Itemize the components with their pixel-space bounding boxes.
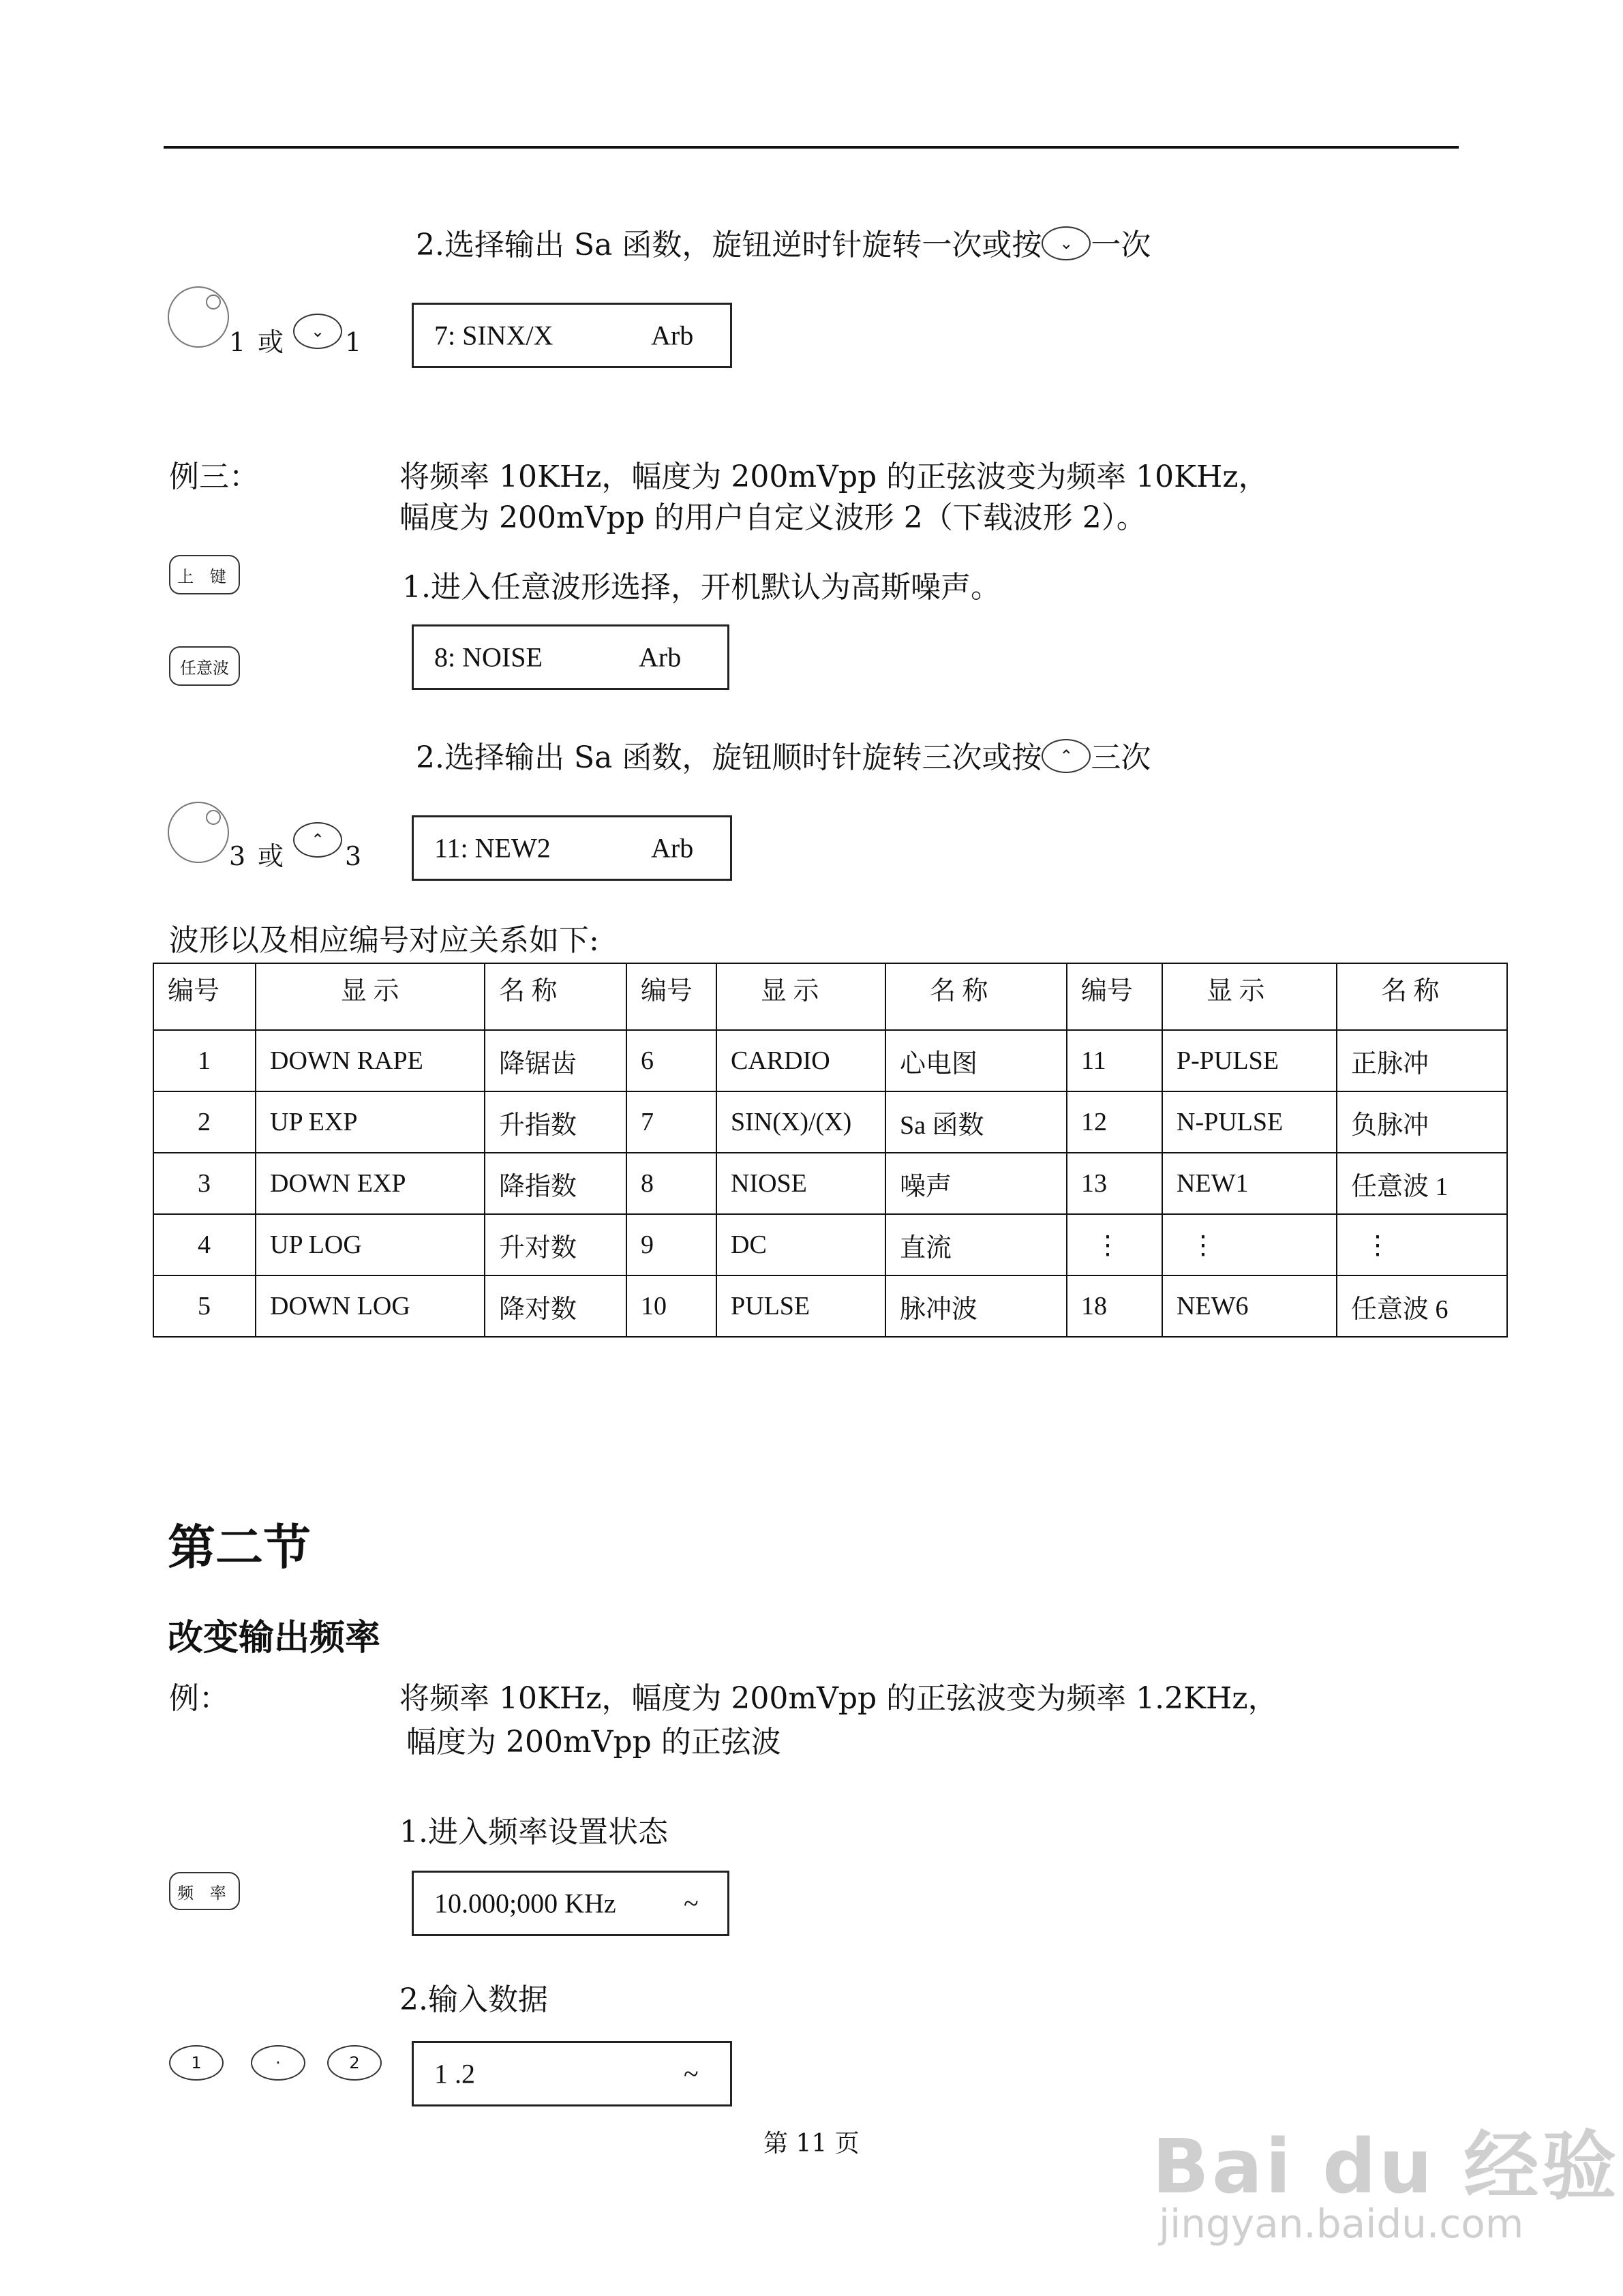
table-caption: 波形以及相应编号对应关系如下:	[169, 923, 599, 958]
lcd-display-freq: 10.000;000 KHz ~	[412, 1871, 729, 1936]
table-cell: 任意波 6	[1337, 1275, 1507, 1337]
header-cell: 显 示	[1162, 963, 1337, 1030]
example3-line2: 幅度为 200mVpp 的用户自定义波形 2（下载波形 2）。	[399, 500, 1147, 535]
table-cell: 心电图	[885, 1030, 1067, 1091]
table-cell: 8	[626, 1153, 716, 1214]
table-cell: 2	[153, 1091, 256, 1153]
table-cell: NEW6	[1162, 1275, 1337, 1337]
table-cell: DC	[716, 1214, 885, 1275]
table-cell: 升指数	[485, 1091, 626, 1153]
baidu-watermark-url: jingyan.baidu.com	[1159, 2201, 1524, 2247]
header-cell: 编号	[153, 963, 256, 1030]
table-cell: 11	[1067, 1030, 1162, 1091]
lcd-display-new2: 11: NEW2 Arb	[412, 815, 732, 881]
table-cell: SIN(X)/(X)	[716, 1091, 885, 1153]
down-key-inline: ⌄	[1042, 226, 1091, 260]
section-subtitle: 改变输出频率	[168, 1618, 381, 1659]
up-key-button[interactable]: 上 键	[169, 555, 240, 594]
or-text-2: 或	[258, 841, 284, 871]
table-cell: P-PULSE	[1162, 1030, 1337, 1091]
table-header-row	[153, 963, 1507, 1030]
table-cell: 噪声	[885, 1153, 1067, 1214]
table-row	[153, 1275, 1507, 1337]
down-key[interactable]: ⌄	[293, 314, 342, 349]
table-cell: DOWN RAPE	[256, 1030, 485, 1091]
step1-arb-text: 1.进入任意波形选择，开机默认为高斯噪声。	[402, 570, 1001, 605]
table-cell: Sa 函数	[885, 1091, 1067, 1153]
table-cell: 18	[1067, 1275, 1162, 1337]
table-cell: 降对数	[485, 1275, 626, 1337]
lcd-display-input: 1 .2 ~	[412, 2041, 732, 2106]
table-cell: 负脉冲	[1337, 1091, 1507, 1153]
table-cell: NIOSE	[716, 1153, 885, 1214]
table-cell: 1	[153, 1030, 256, 1091]
or-text: 或	[258, 327, 284, 357]
header-cell: 名 称	[885, 963, 1067, 1030]
section-title: 第二节	[168, 1520, 311, 1575]
table-cell: 升对数	[485, 1214, 626, 1275]
table-cell: DOWN EXP	[256, 1153, 485, 1214]
key-1-button[interactable]: 1	[169, 2045, 224, 2081]
waveform-table	[153, 963, 1508, 1338]
down-count: 1	[345, 327, 362, 357]
lcd-display-sinx: 7: SINX/X Arb	[412, 303, 732, 368]
table-cell: NEW1	[1162, 1153, 1337, 1214]
header-cell: 编号	[626, 963, 716, 1030]
table-row	[153, 1153, 1507, 1214]
table-cell: 脉冲波	[885, 1275, 1067, 1337]
step1-freq-text: 1.进入频率设置状态	[399, 1815, 668, 1849]
table-cell: 9	[626, 1214, 716, 1275]
table-row	[153, 1091, 1507, 1153]
knob-count-2: 3	[229, 841, 246, 871]
knob-icon	[168, 286, 229, 348]
step2-ccw-text: 2.选择输出 Sa 函数，旋钮逆时针旋转一次或按 ⌄ 一次	[416, 226, 1151, 265]
table-cell: 降指数	[485, 1153, 626, 1214]
table-cell: 12	[1067, 1091, 1162, 1153]
table-cell: DOWN LOG	[256, 1275, 485, 1337]
table-cell: 降锯齿	[485, 1030, 626, 1091]
header-cell: 显 示	[256, 963, 485, 1030]
table-cell: 5	[153, 1275, 256, 1337]
baidu-watermark-logo: Bai du 经验	[1152, 2123, 1620, 2210]
up-count: 3	[345, 841, 362, 871]
key-2-button[interactable]: 2	[327, 2045, 382, 2081]
table-cell: ⋮	[1337, 1214, 1507, 1275]
table-cell: 13	[1067, 1153, 1162, 1214]
table-cell: UP EXP	[256, 1091, 485, 1153]
table-cell: UP LOG	[256, 1214, 485, 1275]
up-key[interactable]: ⌃	[293, 822, 342, 858]
table-cell: 4	[153, 1214, 256, 1275]
example3-label: 例三：	[169, 459, 259, 494]
table-row	[153, 1214, 1507, 1275]
up-key-inline: ⌃	[1042, 739, 1091, 773]
table-cell: ⋮	[1162, 1214, 1337, 1275]
table-row	[153, 1030, 1507, 1091]
arb-key-button[interactable]: 任意波	[169, 646, 240, 686]
header-cell: 显 示	[716, 963, 885, 1030]
table-cell: 10	[626, 1275, 716, 1337]
table-cell: 7	[626, 1091, 716, 1153]
example3-line1: 将频率 10KHz，幅度为 200mVpp 的正弦波变为频率 10KHz，	[399, 459, 1269, 494]
knob-count: 1	[229, 327, 246, 357]
header-cell: 名 称	[485, 963, 626, 1030]
freq-key-button[interactable]: 频 率	[169, 1872, 240, 1910]
header-cell: 编号	[1067, 963, 1162, 1030]
table-cell: PULSE	[716, 1275, 885, 1337]
page-number: 第 11 页	[763, 2130, 860, 2158]
lcd-display-noise: 8: NOISE Arb	[412, 624, 729, 690]
header-rule	[164, 146, 1459, 149]
table-cell: ⋮	[1067, 1214, 1162, 1275]
table-cell: N-PULSE	[1162, 1091, 1337, 1153]
table-cell: 任意波 1	[1337, 1153, 1507, 1214]
table-cell: CARDIO	[716, 1030, 885, 1091]
step2-cw-text: 2.选择输出 Sa 函数，旋钮顺时针旋转三次或按 ⌃ 三次	[416, 739, 1151, 777]
example-line1: 将频率 10KHz，幅度为 200mVpp 的正弦波变为频率 1.2KHz，	[399, 1681, 1278, 1716]
example-line2: 幅度为 200mVpp 的正弦波	[406, 1725, 781, 1759]
table-cell: 正脉冲	[1337, 1030, 1507, 1091]
table-cell: 直流	[885, 1214, 1067, 1275]
key-dot-button[interactable]: ·	[251, 2045, 305, 2081]
header-cell: 名 称	[1337, 963, 1507, 1030]
example-label: 例：	[169, 1681, 229, 1716]
table-cell: 3	[153, 1153, 256, 1214]
table-cell: 6	[626, 1030, 716, 1091]
knob-icon-2	[168, 802, 229, 863]
step2-input-text: 2.输入数据	[399, 1982, 548, 2017]
